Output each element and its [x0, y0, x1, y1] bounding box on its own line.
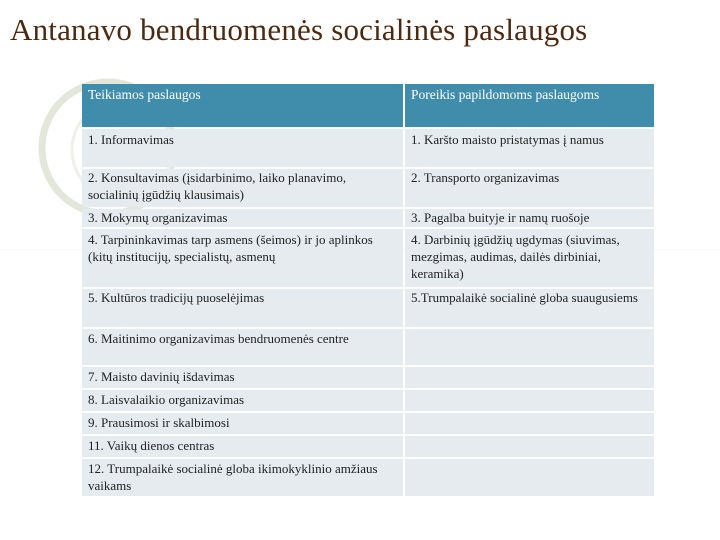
- empty-cell: [405, 413, 654, 434]
- needs-column: [405, 84, 654, 496]
- services-column: [82, 84, 403, 496]
- table-row: 6. Maitinimo organizavimas bendruomenės centre: [82, 329, 403, 365]
- services-header: Teikiamos paslaugos: [82, 84, 403, 127]
- table-row: 3. Mokymų organizavimas: [82, 209, 403, 227]
- table-row: 5. Kultūros tradicijų puoselėjimas: [82, 289, 403, 327]
- empty-cell: [405, 436, 654, 457]
- empty-cell: [405, 329, 654, 365]
- table-row: 11. Vaikų dienos centras: [82, 436, 403, 457]
- table-row: 2. Transporto organizavimas: [405, 169, 654, 207]
- empty-cell: [405, 390, 654, 411]
- table-row: 12. Trumpalaikė socialinė globa ikimokyklinio amžiaus vaikams: [82, 459, 403, 496]
- table-row: 8. Laisvalaikio organizavimas: [82, 390, 403, 411]
- table-row: 7. Maisto davinių išdavimas: [82, 367, 403, 388]
- table-row: 4. Darbinių įgūdžių ugdymas (siuvimas, mezgimas, audimas, dailės dirbiniai, keramika): [405, 229, 654, 287]
- needs-header: Poreikis papildomoms paslaugoms: [405, 84, 654, 127]
- table-row: 5.Trumpalaikė socialinė globa suaugusiems: [405, 289, 654, 327]
- empty-cell: [405, 459, 654, 496]
- table-row: 1. Karšto maisto pristatymas į namus: [405, 129, 654, 167]
- table-row: 1. Informavimas: [82, 129, 403, 167]
- table-row: 4. Tarpininkavimas tarp asmens (šeimos) ir jo aplinkos (kitų institucijų, specialistų, asmenų: [82, 229, 403, 287]
- table-row: 9. Prausimosi ir skalbimosi: [82, 413, 403, 434]
- empty-cell: [405, 367, 654, 388]
- table-row: 3. Pagalba buityje ir namų ruošoje: [405, 209, 654, 227]
- page-title: Antanavo bendruomenės socialinės paslaugos: [10, 12, 588, 47]
- table-row: 2. Konsultavimas (įsidarbinimo, laiko planavimo, socialinių įgūdžių klausimais): [82, 169, 403, 207]
